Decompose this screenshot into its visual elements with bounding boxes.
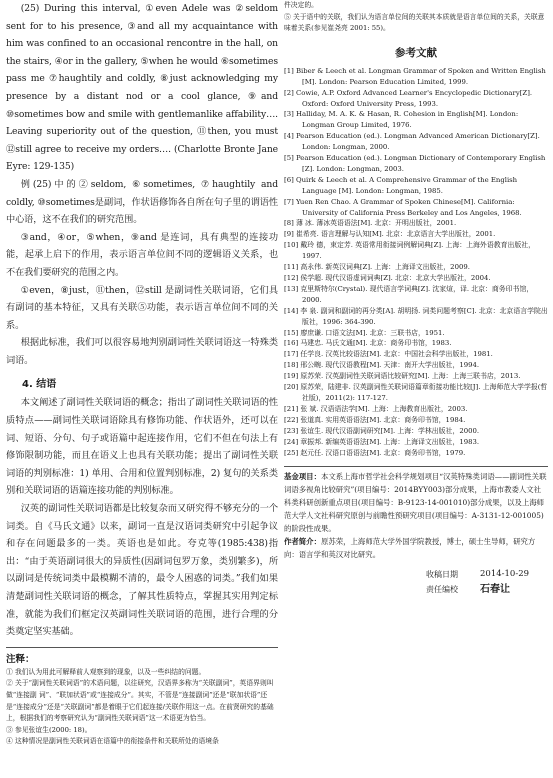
reference-item: [21] 张 斌. 汉语语法学[M]. 上海：上海教育出版社，2003. <box>284 404 468 413</box>
note-3: ③ 参见张谊生(2000: 18)。 <box>6 725 92 734</box>
funding-label: 基金项目： <box>284 472 321 482</box>
reference-item: [10] 戴玲 德，束定芳. 英语常用衔接词例解词典[Z]. 上海：上海外语教育出版社，1997. <box>284 241 536 261</box>
reference-item: [13] 克里斯特尔(Crystal). 现代语言学词典[Z]. 沈家煊，译. 北京：商务印书馆，2000. <box>284 284 534 304</box>
reference-item: [3] Halliday, M. A. K. & Hasan, R. Cohesion in English[M]. London: Longman Group Limited, 1976. <box>284 110 519 130</box>
note-5: ⑤ 关于语中的关联，我们认为语言单位间的关联其本质就是语言单位间的关系，关联意味着关系(参见崔尧亮 2001: 55)。 <box>284 12 545 33</box>
reference-item: [16] 马建忠. 马氏文通[M]. 北京：商务印书馆，1983. <box>284 339 452 348</box>
reference-item: [8] 薄 冰. 薄冰英语语法[M]. 北京：开明出版社，2001. <box>284 219 457 228</box>
right-column <box>284 0 548 597</box>
note-2: ② 关于“副词性关联词语”的术语问题，以往研究，汉语界多称为“关联副词”，英语界则叫做“连接副 词”、“联加状语”或“连接成分”。其实，不管是“连接副词”还是“联加状语”还是“连接成分”还是“关联副词”都是着眼于它们起连接/关联作用这一点。在前贤研究的基础上，根据我们的考察研究认为“副词性关联词语”这一术语更为恰当。 <box>6 679 274 723</box>
analysis-paragraph-1: 例(25)中的②seldom, ⑥sometimes, ⑦haughtily and coldly, ⑩sometimes是副词，作状语修饰各自所在句子里的谓语性中心语，这不在我们的研究范围。 <box>6 178 278 226</box>
reference-item: [15] 廖庶谦. 口语文法[M]. 北京：三联书店，1951. <box>284 328 445 337</box>
conclusion-paragraph-1: 本文阐述了副词性关联词语的概念；指出了副词性关联词语的性质特点——副词性关联词语除具有修饰功能、作状语外，还可以在词、短语、分句、句子或语篇中起连接作用，它们不但在句法上有修饰限制功能，而且在语义上也具有关联功能；提出了副词性关联词语的判别标准：1) 单用、合用和位置判别标准，2) 复句的关系类别和关联词语的语篇连接功能的判别标准。 <box>6 397 278 497</box>
left-column <box>6 0 278 748</box>
references-heading: 参考文献 <box>395 46 437 59</box>
notes-divider <box>6 647 278 648</box>
note-4: ④ 这种情况是副词性关联词语在语篇中的衔接条件和关联所处的语境条 <box>6 737 219 746</box>
reference-item: [22] 张道真. 实用英语语法[M]. 北京：商务印书馆，1984. <box>284 415 466 424</box>
reference-item: [12] 侯学超. 现代汉语虚词词典[Z]. 北京：北京大学出版社，2004. <box>284 274 491 282</box>
reference-item: [25] 赵元任. 汉语口语语法[M]. 北京：商务印书馆，1979. <box>284 448 466 457</box>
reference-item: [6] Quirk & Leech et al. A Comprehensive Grammar of the English Language [M]. London: Longman, 1985. <box>284 175 518 195</box>
article-meta <box>284 567 548 597</box>
note-1: ① 我们认为用此可解释前人观察到的现象，以及一些纠结的问题。 <box>6 667 206 676</box>
editor-label: 责任编校 <box>426 585 458 595</box>
analysis-paragraph-3: ①even，⑧just，⑪then，⑫still 是副词性关联词语，它们具有副词的基本特征，又具有关联⑤功能，表示语言单位间不同的关系。 <box>6 284 278 331</box>
reference-item: [17] 任学良. 汉英比较语法[M]. 北京：中国社会科学出版社，1981. <box>284 350 493 359</box>
conclusion-paragraph-2: 汉英的副词性关联词语都是比较复杂而又研究得不够充分的一个词类。自《马氏文通》以来，副词一直是汉语词类研究中引起争议和存在问题最多的一类。英语也是如此。夸克等(1985:438)指出：“由于英语副词很大的异质性(因副词包罗万象，类别繁多)，所以副词是传统词类中最模糊不清的，最令人困惑的词类。”我们如果清楚副词性关联词语的概念，了解其性质特点，掌握其实用判定标准，就能为我们们框定汉英副词性关联词语的范围，进行合理的分类奠定坚实基础。 <box>6 503 278 638</box>
funding-note <box>284 470 548 535</box>
reference-item: [4] Pearson Education (ed.). Longman Advanced American Dictionary[Z]. London: Longman, 2000. <box>284 132 540 152</box>
analysis-paragraph-4: 根据此标准，我们可以很容易地判别副词性关联词语这一特殊类词语。 <box>6 337 278 366</box>
reference-item: [2] Cowie, A.P. Oxford Advanced Learner's Encyclopedic Dictionary[Z]. Oxford: Oxford University Press, 1993. <box>284 88 533 108</box>
author-note <box>284 535 548 561</box>
reference-item: [24] 章振邦. 新编英语语法[M]. 上海：上海译文出版社，1983. <box>284 437 480 446</box>
received-label: 收稿日期 <box>426 570 458 580</box>
reference-item: [1] Biber & Leech et al. Longman Grammar of Spoken and Written English [M]. London: Pearson Education Limited, 1999. <box>284 66 546 86</box>
reference-item: [20] 原苏荣，陆建非. 汉英副词性关联词语篇章衔接功能比较[J]. 上海师范大学学报(哲社版)，2011(2): 117-127. <box>284 383 548 402</box>
example-25-paragraph: (25) During this interval, ①even Adele was ②seldom sent for to his presence, ③and all my acquaintance with him was confined to an occasional rencontre in the hall, on the stairs, ④or in the gallery, ⑤when he would ⑥sometimes pass me ⑦haughtily and coldly, ⑧just acknowledging my presence by a distant nod or a cool glance, ⑨and ⑩sometimes bow and smile with gentlemanlike affability…. Leaving superiority out of the question, ⑪then, you must ⑫still agree to receive my orders…. (Charlotte Bronte Jane Eyre: 129-135) <box>6 3 278 173</box>
references-list <box>284 66 548 459</box>
conclusion-heading: 4. 结语 <box>22 379 57 391</box>
footer-divider <box>284 466 548 467</box>
analysis-paragraph-2: ③and，④or，⑤when，⑨and 是连词，具有典型的连接功能，起承上启下的作用，表示语言单位间不同的逻辑语义关系，也不在我们要研究的范围之内。 <box>6 231 278 278</box>
reference-item: [23] 张谊生. 现代汉语副词研究[M]. 上海：学林出版社，2000. <box>284 426 480 435</box>
reference-item: [7] Yuen Ren Chao. A Grammar of Spoken Chinese[M]. California: University of California Press Berkeley and Los Angeles, 1968. <box>284 197 522 217</box>
received-row <box>284 567 548 582</box>
reference-item: [11] 高永伟. 新英汉词典[Z]. 上海：上海译文出版社，2009. <box>284 263 470 272</box>
reference-item: [18] 邢公畹. 现代汉语教程[M]. 天津：南开大学出版社，1994. <box>284 361 480 370</box>
funding-text: 本文系上海市哲学社会科学规划项目“汉英特殊类词语——副词性关联词语多视角比较研究”(项目编号：2014BYY003)部分成果，上海市教委人文社科类科研创新重点项目(项目编号：B-9123-14-001010)部分成果，以及上海师范大学人文社科研究原创与前瞻性预研究项目(项目编号：A-3131-12-001005)的阶段性成果。 <box>284 472 547 534</box>
author-text: 原苏荣，上海师范大学外国学院教授，博士，硕士生导师，研究方向：语言学和英汉对比研究。 <box>284 537 536 560</box>
reference-item: [14] 李 泉. 副词和副词的再分类[A]. 胡明扬. 词类问题考察[C]. 北京：北京语言学院出版社，1996: 364-390. <box>284 306 548 326</box>
editor-row <box>284 582 548 597</box>
received-date: 2014-10-29 <box>480 569 530 580</box>
reference-item: [19] 原苏荣. 汉英副词性关联词语比较研究[M]. 上海：上海三联书店，2013. <box>284 372 521 381</box>
notes-heading: 注释： <box>6 653 35 665</box>
author-label: 作者简介： <box>284 537 321 547</box>
reference-item: [5] Pearson Education (ed.). Longman Dictionary of Contemporary English [Z]. London: Longman, 2003. <box>284 154 546 173</box>
reference-item: [9] 崔希亮. 语言理解与认知[M]. 北京：北京语言大学出版社，2001. <box>284 230 496 239</box>
note-4-continued: 件决定的。 <box>284 1 318 9</box>
editor-name: 石春让 <box>480 584 510 596</box>
